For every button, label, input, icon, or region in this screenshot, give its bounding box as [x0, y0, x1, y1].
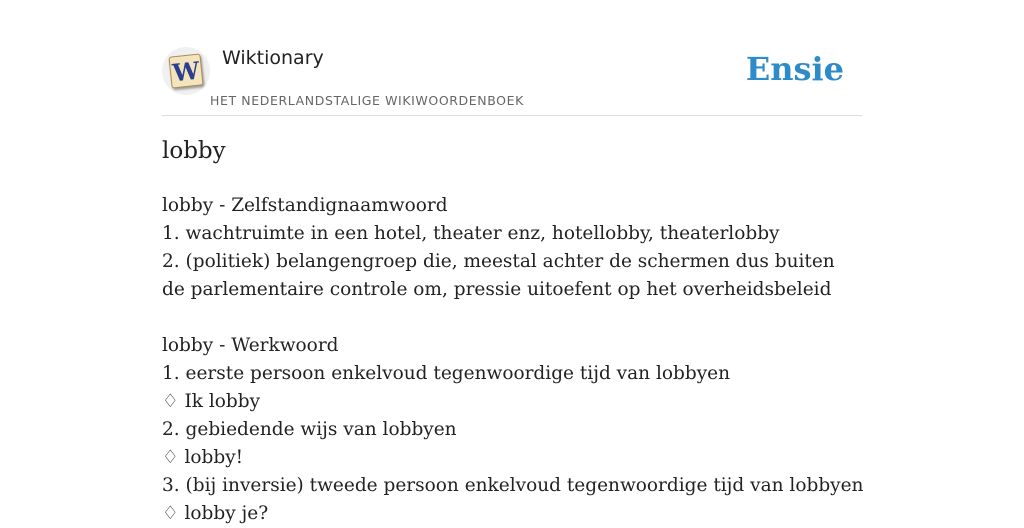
definition-content	[162, 192, 864, 528]
verb-example-2: ♢ lobby!	[162, 447, 244, 468]
noun-definition-2: 2. (politiek) belangengroep die, meestal achter de schermen dus buiten de parlementaire controle om, pressie uitoefent op het overheidsbeleid	[162, 251, 835, 300]
verb-definition-2: 2. gebiedende wijs van lobbyen	[162, 419, 457, 440]
verb-example-1: ♢ Ik lobby	[162, 391, 261, 412]
wiktionary-logo-icon: W	[168, 53, 203, 88]
verb-example-3: ♢ lobby je?	[162, 503, 269, 524]
noun-definition-1: 1. wachtruimte in een hotel, theater enz, hotellobby, theaterlobby	[162, 223, 780, 244]
site-name[interactable]: Wiktionary	[222, 47, 324, 69]
verb-definition-1: 1. eerste persoon enkelvoud tegenwoordige tijd van lobbyen	[162, 363, 731, 384]
wiktionary-logo[interactable]	[162, 47, 210, 95]
site-tagline: HET NEDERLANDSTALIGE WIKIWOORDENBOEK	[210, 93, 524, 108]
verb-heading: lobby - Werkwoord	[162, 335, 339, 356]
ensie-brand-link[interactable]: Ensie	[745, 50, 844, 88]
site-header	[162, 44, 862, 116]
noun-heading: lobby - Zelfstandignaamwoord	[162, 195, 448, 216]
verb-definition-3: 3. (bij inversie) tweede persoon enkelvoud tegenwoordige tijd van lobbyen	[162, 475, 864, 496]
page-title: lobby	[162, 138, 226, 164]
section-spacer	[162, 304, 842, 332]
